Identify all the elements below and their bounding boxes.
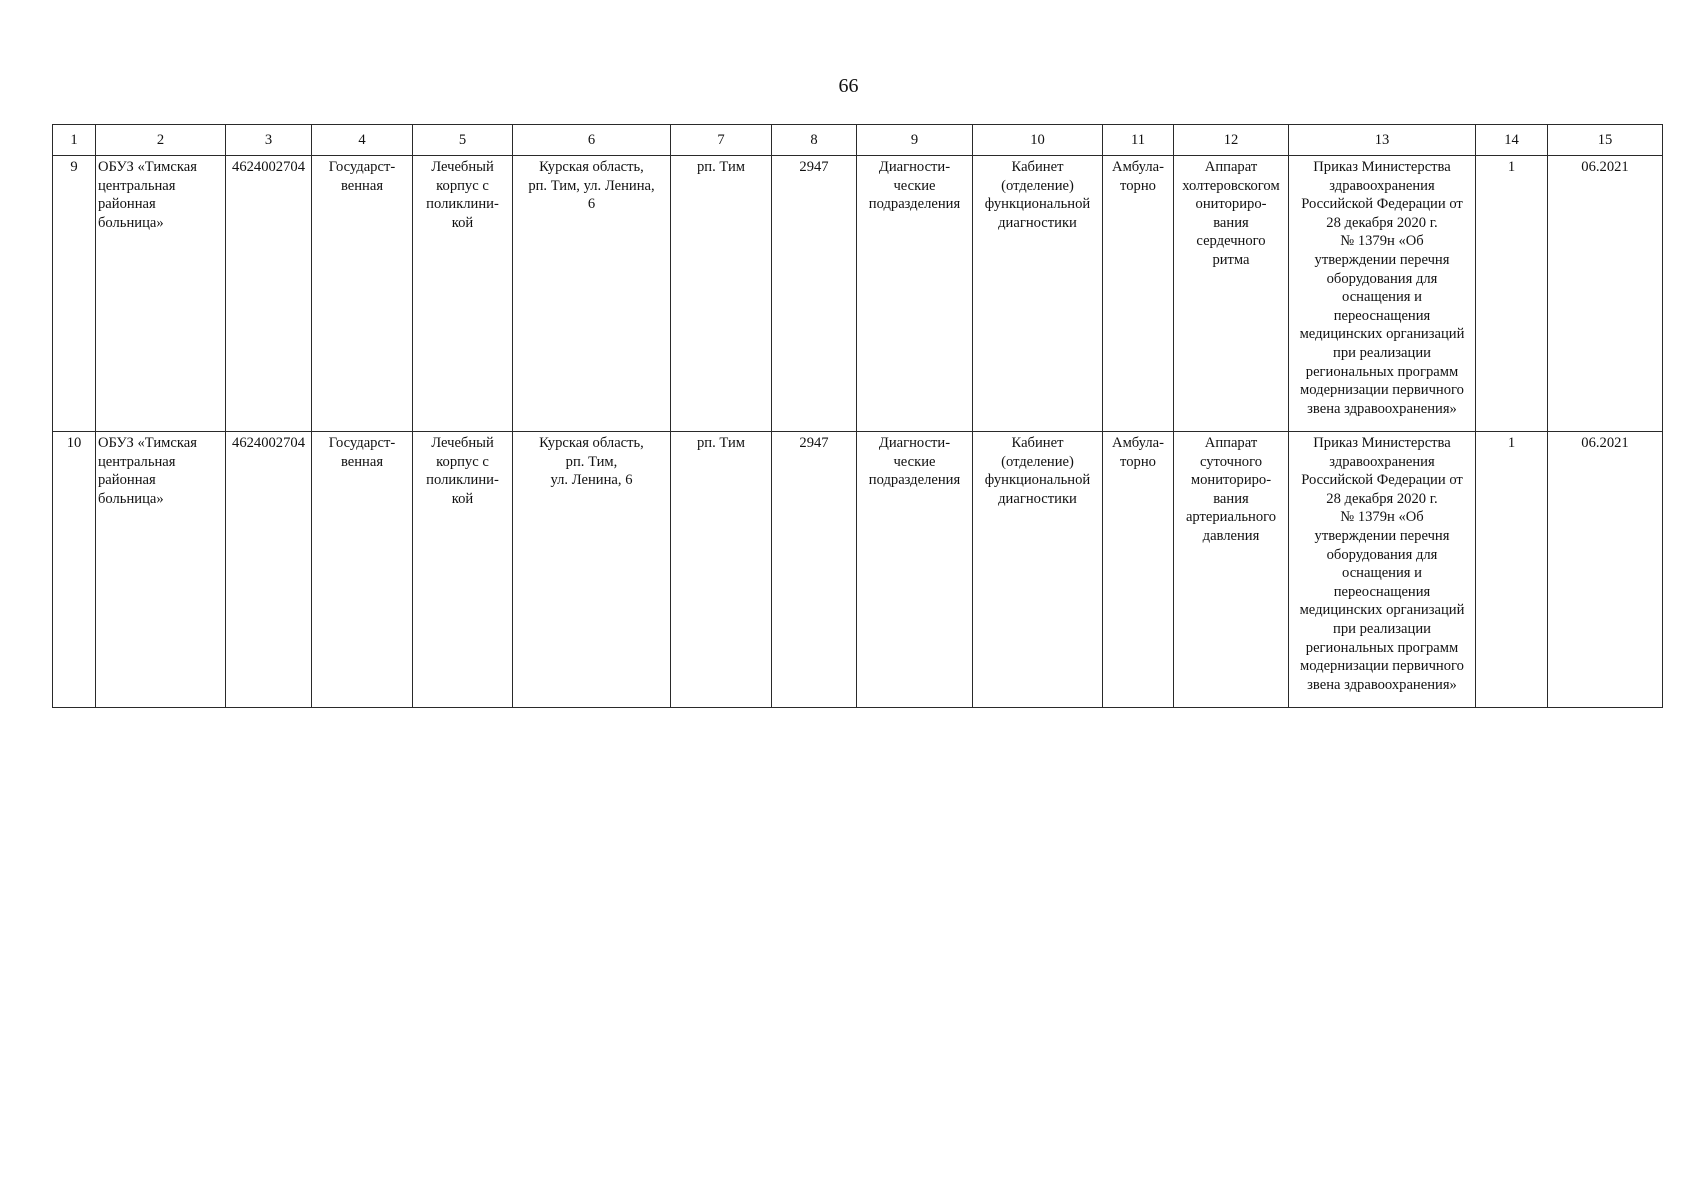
data-table: [52, 124, 1663, 708]
table-header-row: [53, 125, 1663, 156]
header-cell: 8: [772, 125, 857, 156]
quantity-cell: 1: [1476, 432, 1548, 708]
inn-cell: 4624002704: [226, 432, 312, 708]
table-row: [53, 156, 1663, 432]
header-cell: 15: [1548, 125, 1663, 156]
population-cell: 2947: [772, 156, 857, 432]
organization-cell: ОБУЗ «Тимская центральная районная больница»: [96, 432, 226, 708]
address-cell: Курская область, рп. Тим, ул. Ленина, 6: [513, 432, 671, 708]
header-cell: 7: [671, 125, 772, 156]
header-cell: 2: [96, 125, 226, 156]
ownership-cell: Государст- венная: [312, 432, 413, 708]
unit-type-cell: Диагности- ческие подразделения: [857, 156, 973, 432]
address-cell: Курская область, рп. Тим, ул. Ленина, 6: [513, 156, 671, 432]
order-cell: Приказ Министерства здравоохранения Российской Федерации от 28 декабря 2020 г. № 1379н «Об утверждении перечня оборудования для оснащения и переоснащения медицинских организаций при реализации региональных программ модернизации первичного звена здравоохранения»: [1289, 432, 1476, 708]
equipment-cell: Аппарат суточного мониториро- вания артериального давления: [1174, 432, 1289, 708]
header-cell: 9: [857, 125, 973, 156]
unit-type-cell: Диагности- ческие подразделения: [857, 432, 973, 708]
care-mode-cell: Амбула- торно: [1103, 432, 1174, 708]
header-cell: 13: [1289, 125, 1476, 156]
building-cell: Лечебный корпус с поликлини- кой: [413, 156, 513, 432]
equipment-cell: Аппарат холтеровскогом ониториро- вания сердечного ритма: [1174, 156, 1289, 432]
settlement-cell: рп. Тим: [671, 156, 772, 432]
ownership-cell: Государст- венная: [312, 156, 413, 432]
row-number-cell: 10: [53, 432, 96, 708]
header-cell: 6: [513, 125, 671, 156]
page-number: 66: [838, 75, 859, 97]
organization-cell: ОБУЗ «Тимская центральная районная больница»: [96, 156, 226, 432]
quantity-cell: 1: [1476, 156, 1548, 432]
header-cell: 10: [973, 125, 1103, 156]
header-cell: 5: [413, 125, 513, 156]
department-cell: Кабинет (отделение) функциональной диагностики: [973, 156, 1103, 432]
header-cell: 1: [53, 125, 96, 156]
header-cell: 11: [1103, 125, 1174, 156]
inn-cell: 4624002704: [226, 156, 312, 432]
header-cell: 12: [1174, 125, 1289, 156]
care-mode-cell: Амбула- торно: [1103, 156, 1174, 432]
population-cell: 2947: [772, 432, 857, 708]
header-cell: 3: [226, 125, 312, 156]
row-number-cell: 9: [53, 156, 96, 432]
department-cell: Кабинет (отделение) функциональной диагностики: [973, 432, 1103, 708]
header-cell: 14: [1476, 125, 1548, 156]
date-cell: 06.2021: [1548, 156, 1663, 432]
date-cell: 06.2021: [1548, 432, 1663, 708]
header-cell: 4: [312, 125, 413, 156]
order-cell: Приказ Министерства здравоохранения Российской Федерации от 28 декабря 2020 г. № 1379н «Об утверждении перечня оборудования для оснащения и переоснащения медицинских организаций при реализации региональных программ модернизации первичного звена здравоохранения»: [1289, 156, 1476, 432]
table-row: [53, 432, 1663, 708]
building-cell: Лечебный корпус с поликлини- кой: [413, 432, 513, 708]
settlement-cell: рп. Тим: [671, 432, 772, 708]
